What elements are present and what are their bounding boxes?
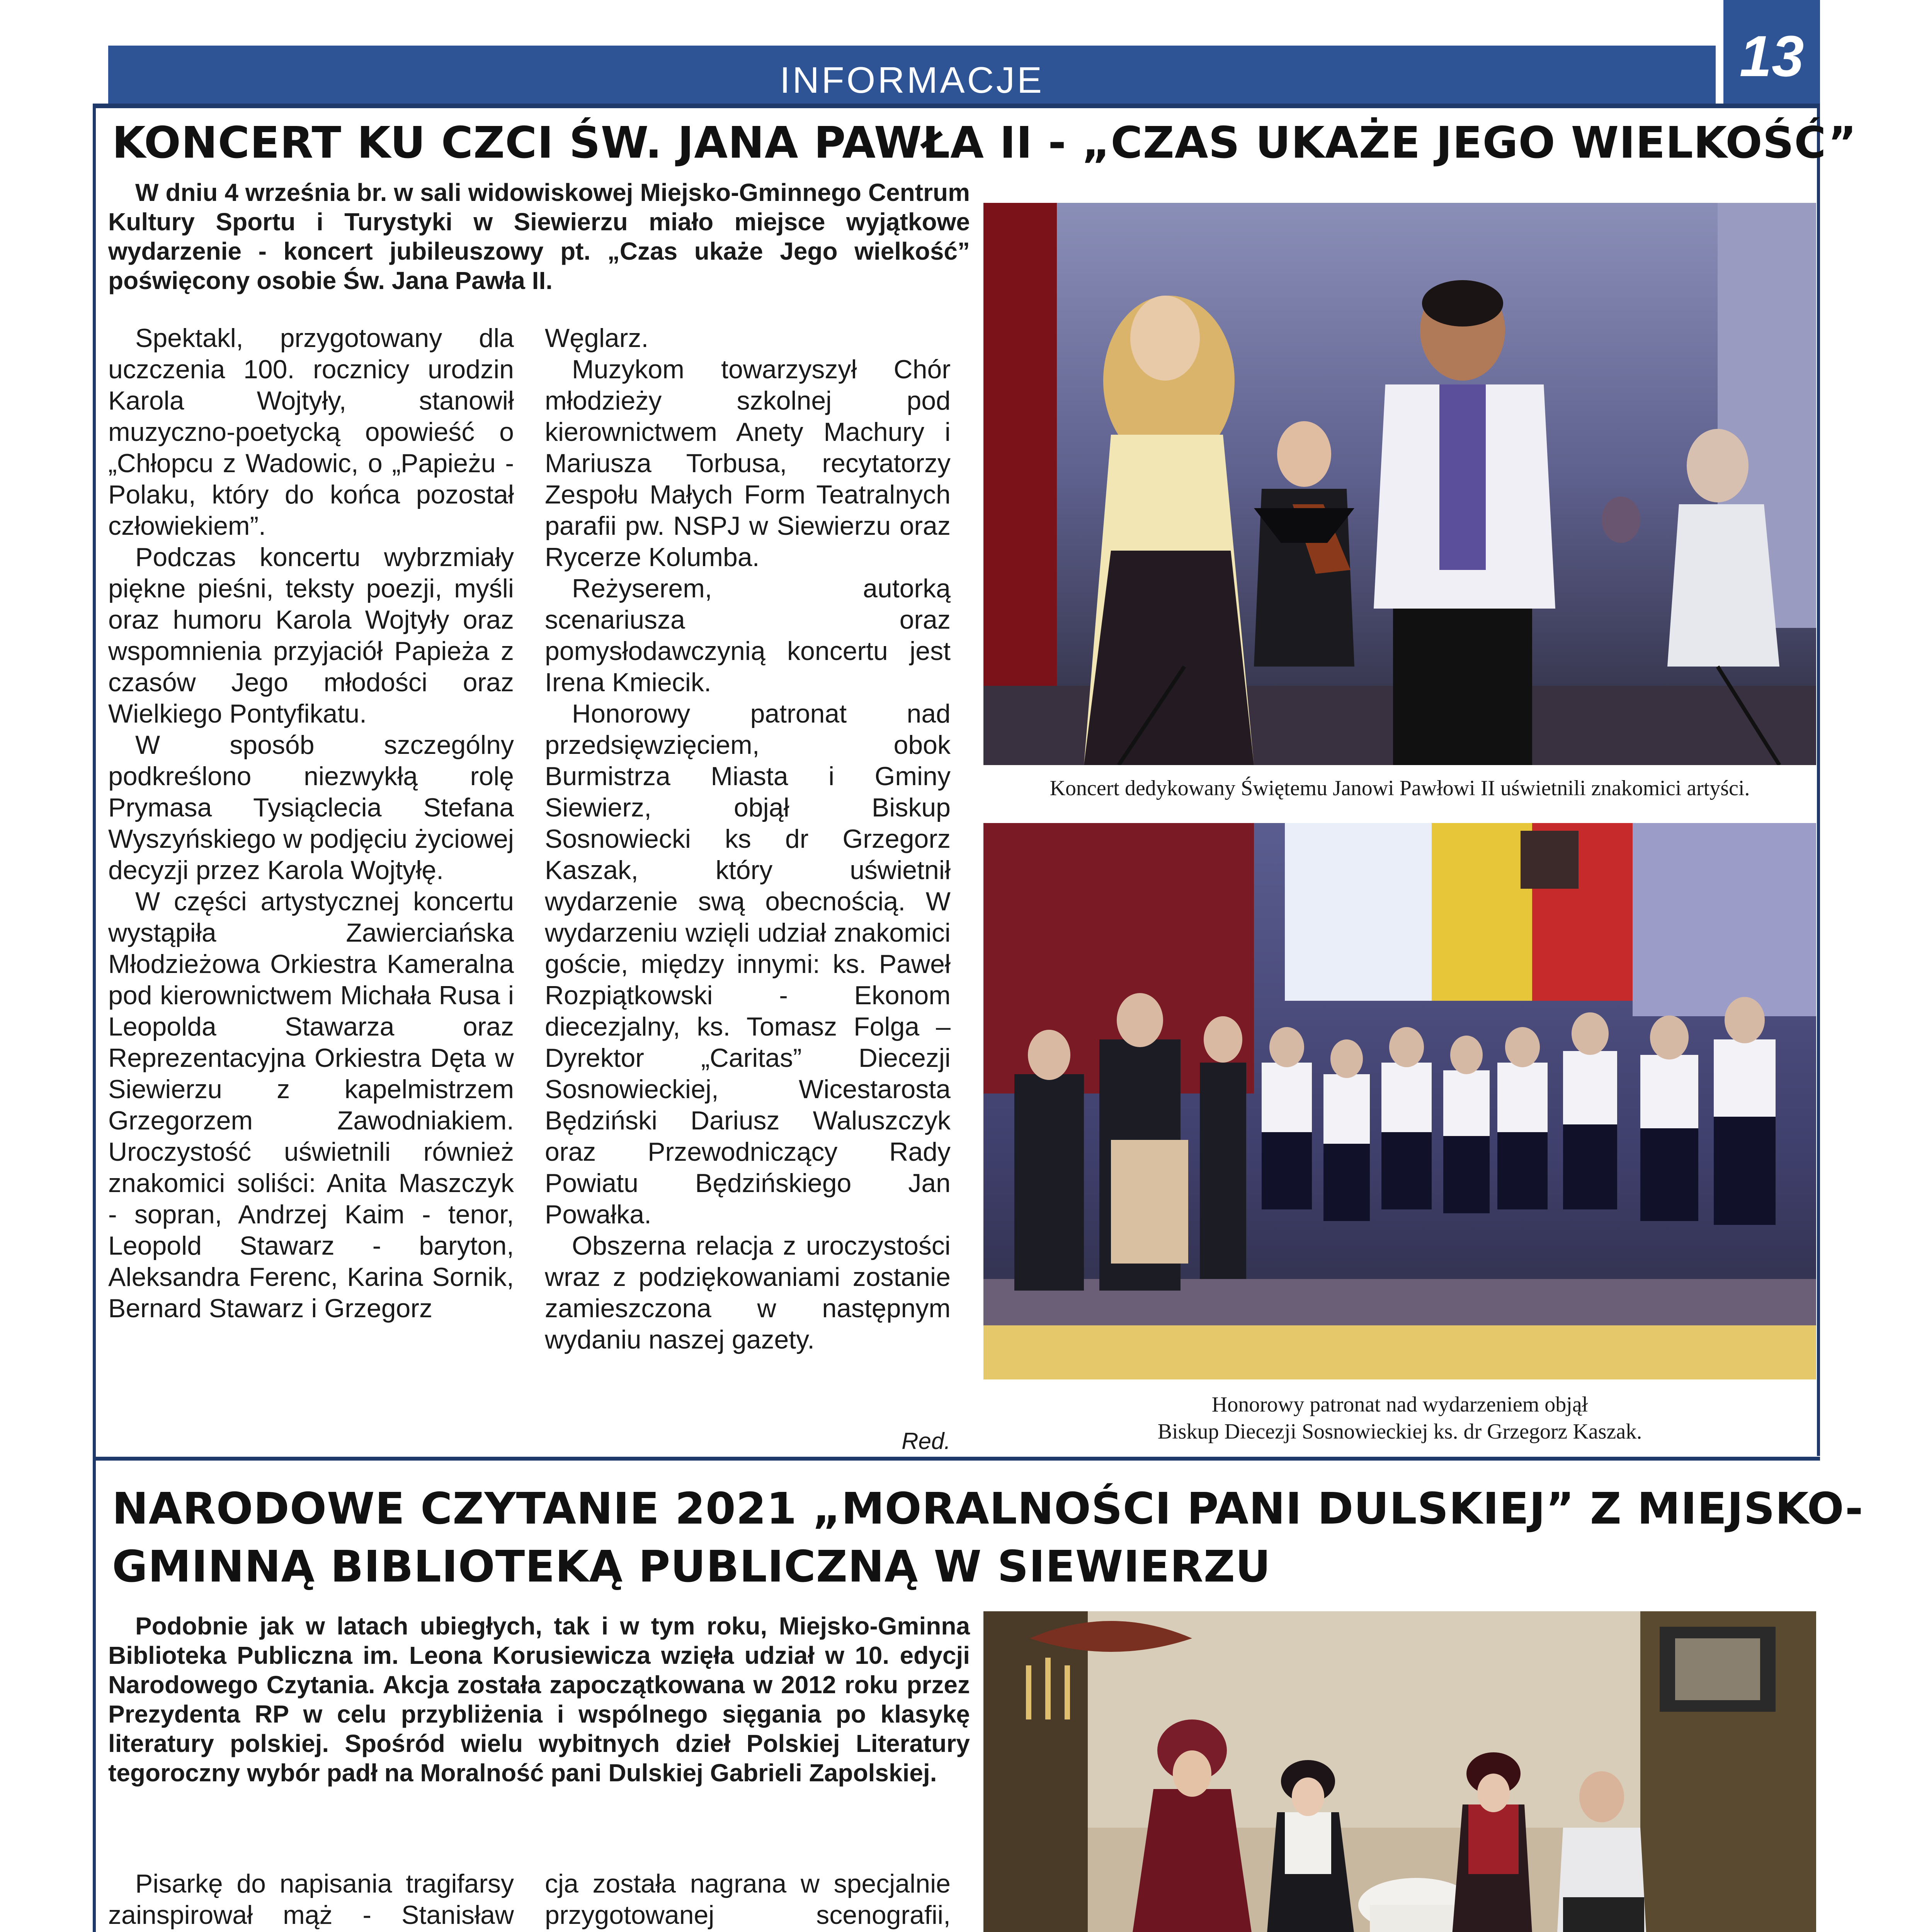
article1-paragraph: Spektakl, przygotowany dla uczczenia 100. rocznicy urodzin Karola Wojtyły, stanowił muzyczno-poetycką opowieść o „Chłopcu z Wadowic, o „Papieżu - Polaku, który do końca pozostał człowiekiem”. (108, 323, 514, 541)
article1-paragraph: W części artystycznej koncertu wystąpiła Zawierciańska Młodzieżowa Orkiestra Kameralna pod kierownictwem Michała Rusa i Leopolda Stawarza oraz Reprezentacyjna Orkiestra Dęta w Siewierzu z kapelmistrzem Grzegorzem Zawodniakiem. Uroczystość uświetnili również znakomici soliści: Anita Maszczyk - sopran, Andrzej Kaim - tenor, Leopold Stawarz - baryton, Aleksandra Ferenc, Karina Sornik, Bernard Stawarz i Grzegorz (108, 887, 514, 1323)
article1-headline: KONCERT KU CZCI ŚW. JANA PAWŁA II - „CZAS UKAŻE JEGO WIELKOŚĆ” (112, 118, 1857, 168)
article1-column-1 (108, 323, 514, 1324)
section-title: INFORMACJE (780, 60, 1044, 101)
article2-lead: Podobnie jak w latach ubiegłych, tak i w tym roku, Miejsko-Gminna Biblioteka Publiczna im. Leona Korusiewicza wzięła udział w 10. edycji Narodowego Czytania. Akcja została zapoczątkowana w 2012 roku przez Prezydenta RP w celu przybliżenia i wspólnego sięgania po klasykę literatury polskiej. Spośród wielu wybitnych dzieł Polskiej Literatury tegoroczny wybór padł na Moralność pani Dulskiej Gabrieli Zapolskiej. (108, 1612, 970, 1787)
article1-lead: W dniu 4 września br. w sali widowiskowej Miejsko-Gminnego Centrum Kultury Sportu i Turystyki w Siewierzu miało miejsce wyjątkowe wydarzenie - koncert jubileuszowy pt. „Czas ukaże Jego wielkość” poświęcony osobie Św. Jana Pawła II. (108, 179, 970, 294)
concert-photo (983, 203, 1816, 765)
article1-column-2 (545, 323, 951, 1355)
article1-paragraph: Podczas koncertu wybrzmiały piękne pieśni, teksty poezji, myśli oraz humoru Karola Wojtyły oraz wspomnienia przyjaciół Papieża z czasów Jego młodości oraz Wielkiego Pontyfikatu. (108, 543, 514, 728)
page-number: 13 (1739, 24, 1804, 88)
article1-paragraph: W sposób szczególny podkreślono niezwykłą rolę Prymasa Tysiąclecia Stefana Wyszyńskiego w podjęciu życiowej decyzji przez Karola Wojtyłę. (108, 730, 514, 885)
header-rule (93, 104, 1820, 108)
article2-paragraph: Pisarkę do napisania tragifarsy zainspirował mąż - Stanisław (108, 1869, 514, 1930)
article1-signature: Red. (902, 1428, 951, 1454)
article-separator (93, 1457, 1820, 1461)
article2-headline-line-2: GMINNĄ BIBLIOTEKĄ PUBLICZNĄ W SIEWIERZU (112, 1542, 1271, 1592)
left-rule (93, 104, 96, 1932)
article2-column-2 (545, 1868, 951, 1932)
national-reading-photo (983, 1611, 1816, 1932)
article2-paragraph: cja została nagrana w specjalnie przygotowanej scenografii, (545, 1869, 951, 1930)
right-rule (1817, 104, 1820, 1456)
article1-paragraph: Obszerna relacja z uroczystości wraz z podziękowaniami zostanie zamieszczona w następnym wydaniu naszej gazety. (545, 1231, 951, 1354)
bishop-photo (983, 823, 1816, 1379)
article1-paragraph: Muzykom towarzyszył Chór młodzieży szkolnej pod kierownictwem Anety Machury i Mariusza Torbusa, recytatorzy Zespołu Małych Form Teatralnych parafii pw. NSPJ w Siewierzu oraz Rycerze Kolumba. (545, 355, 951, 572)
article1-paragraph: Reżyserem, autorką scenariusza oraz pomysłodawczynią koncertu jest Irena Kmiecik. (545, 574, 951, 697)
article2-column-1 (108, 1868, 514, 1932)
article1-paragraph: Honorowy patronat nad przedsięwzięciem, obok Burmistrza Miasta i Gminy Siewierz, objął Biskup Sosnowiecki ks dr Grzegorz Kaszak, który uświetnił wydarzenie swą obecnością. W wydarzeniu wzięli udział znakomici goście, między innymi: ks. Paweł Rozpiątkowski - Ekonom diecezjalny, ks. Tomasz Folga – Dyrektor „Caritas” Diecezji Sosnowieckiej, Wicestarosta Będziński Dariusz Waluszczyk oraz Przewodniczący Rady Powiatu Będzińskiego Jan Powałka. (545, 699, 951, 1229)
bishop-photo-caption-line-2: Biskup Diecezji Sosnowieckiej ks. dr Grzegorz Kaszak. (1157, 1420, 1642, 1444)
bishop-photo-caption-line-1: Honorowy patronat nad wydarzeniem objął (1211, 1393, 1588, 1417)
article1-paragraph: Węglarz. (545, 323, 649, 353)
article2-headline-line-1: NARODOWE CZYTANIE 2021 „MORALNOŚCI PANI DULSKIEJ” Z MIEJSKO- (112, 1484, 1864, 1534)
concert-photo-caption: Koncert dedykowany Świętemu Janowi Pawłowi II uświetnili znakomici artyści. (1050, 776, 1750, 800)
